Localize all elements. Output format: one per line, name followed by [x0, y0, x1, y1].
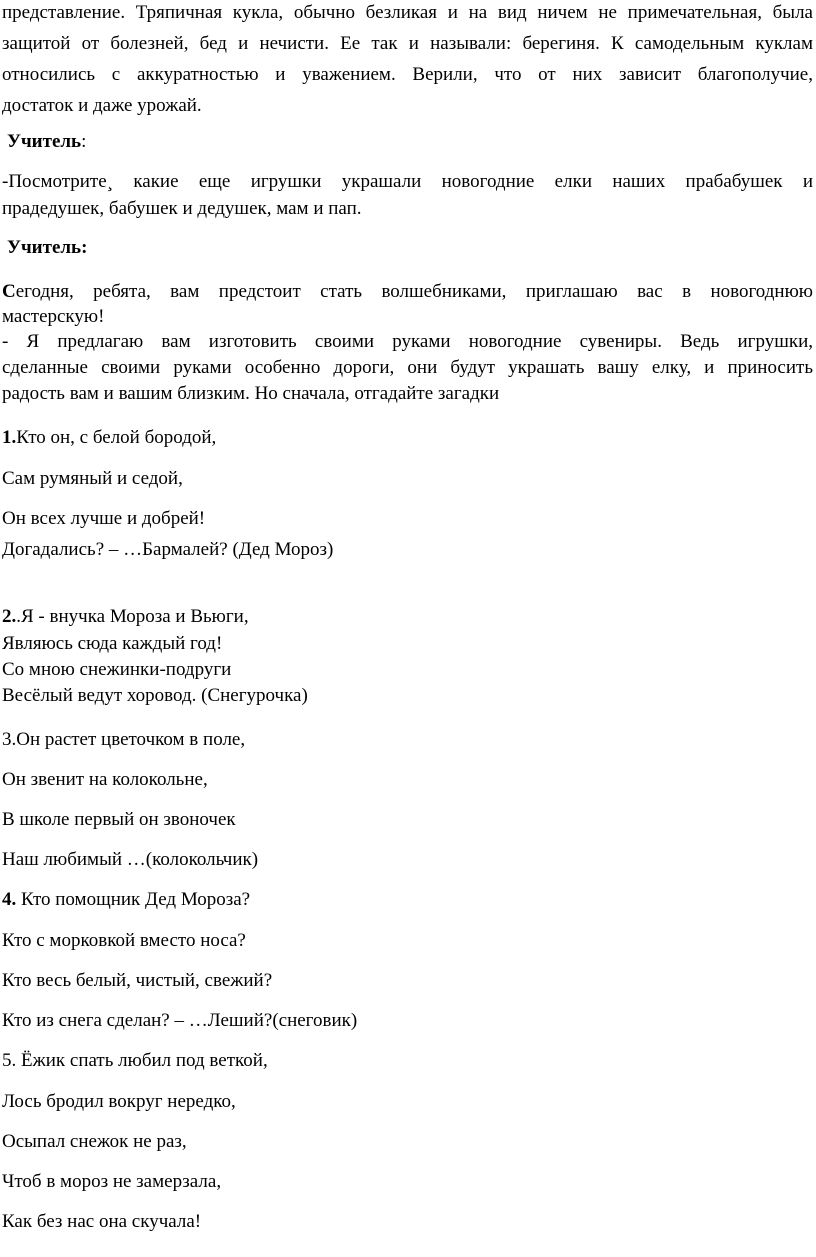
- teacher-text-line: [2, 280, 813, 304]
- riddle-5-line: Чтоб в мороз не замерзала,: [2, 1171, 222, 1192]
- teacher-colon: :: [81, 131, 87, 152]
- riddle-3-line: В школе первый он звоночек: [2, 809, 236, 830]
- riddle-5-line: Осыпал снежок не раз,: [2, 1131, 187, 1152]
- riddle-2-line: Весёлый ведут хоровод. (Снегурочка): [2, 685, 308, 706]
- riddle-1-line: [2, 426, 216, 450]
- riddle-1-line: Догадались? – …Бармалей? (Дед Мороз): [2, 539, 334, 560]
- riddle-4-line: [2, 888, 250, 912]
- intro-line: представление. Тряпичная кукла, обычно безликая и на вид ничем не примечательная, была: [2, 2, 813, 23]
- teacher-text-line: сделанные своими руками особенно дороги, они будут украшать вашу елку, и приносить: [2, 357, 813, 378]
- riddle-text: Кто помощник Дед Мороза?: [16, 889, 251, 910]
- riddle-text: .Я - внучка Мороза и Вьюги,: [16, 606, 249, 627]
- riddle-number: 1.: [2, 427, 17, 448]
- teacher-text-line: радость вам и вашим близким. Но сначала, отгадайте загадки: [2, 383, 500, 404]
- teacher-heading: [7, 130, 86, 154]
- teacher-label: Учитель:: [7, 237, 88, 258]
- riddle-text: Кто он, с белой бородой,: [16, 427, 217, 448]
- teacher-text-line: мастерскую!: [2, 306, 105, 327]
- teacher-text-rest: егодня, ребята, вам предстоит стать волшебниками, приглашаю вас в новогоднюю: [15, 281, 813, 302]
- riddle-4-line: Кто с морковкой вместо носа?: [2, 930, 246, 951]
- riddle-number: 4.: [2, 889, 17, 910]
- teacher-label: Учитель: [7, 131, 82, 152]
- riddle-4-line: Кто из снега сделан? – …Леший?(снеговик): [2, 1010, 358, 1031]
- drop-letter: С: [2, 281, 16, 302]
- intro-line: достаток и даже урожай.: [2, 95, 202, 116]
- riddle-5-line: 5. Ёжик спать любил под веткой,: [2, 1050, 268, 1071]
- intro-line: защитой от болезней, бед и нечисти. Ее так и называли: берегиня. К самодельным куклам: [2, 33, 813, 54]
- riddle-5-line: Лось бродил вокруг нередко,: [2, 1091, 236, 1112]
- intro-line: относились с аккуратностью и уважением. Верили, что от них зависит благополучие,: [2, 64, 813, 85]
- riddle-3-line: 3.Он растет цветочком в поле,: [2, 729, 246, 750]
- riddle-1-line: Он всех лучше и добрей!: [2, 508, 206, 529]
- teacher-heading: [7, 236, 87, 260]
- teacher-text-line: -Посмотрите¸ какие еще игрушки украшали новогодние елки наших прабабушек и: [2, 171, 813, 192]
- riddle-2-line: [2, 605, 249, 629]
- riddle-2-line: Являюсь сюда каждый год!: [2, 633, 223, 654]
- teacher-text-line: прадедушек, бабушек и дедушек, мам и пап.: [2, 198, 362, 219]
- riddle-4-line: Кто весь белый, чистый, свежий?: [2, 970, 273, 991]
- teacher-text-line: - Я предлагаю вам изготовить своими руками новогодние сувениры. Ведь игрушки,: [2, 331, 813, 352]
- riddle-2-line: Со мною снежинки-подруги: [2, 659, 232, 680]
- riddle-1-line: Сам румяный и седой,: [2, 468, 183, 489]
- riddle-3-line: Он звенит на колокольне,: [2, 769, 208, 790]
- riddle-5-line: Как без нас она скучала!: [2, 1211, 202, 1232]
- riddle-number: 2.: [2, 606, 17, 627]
- riddle-3-line: Наш любимый …(колокольчик): [2, 849, 259, 870]
